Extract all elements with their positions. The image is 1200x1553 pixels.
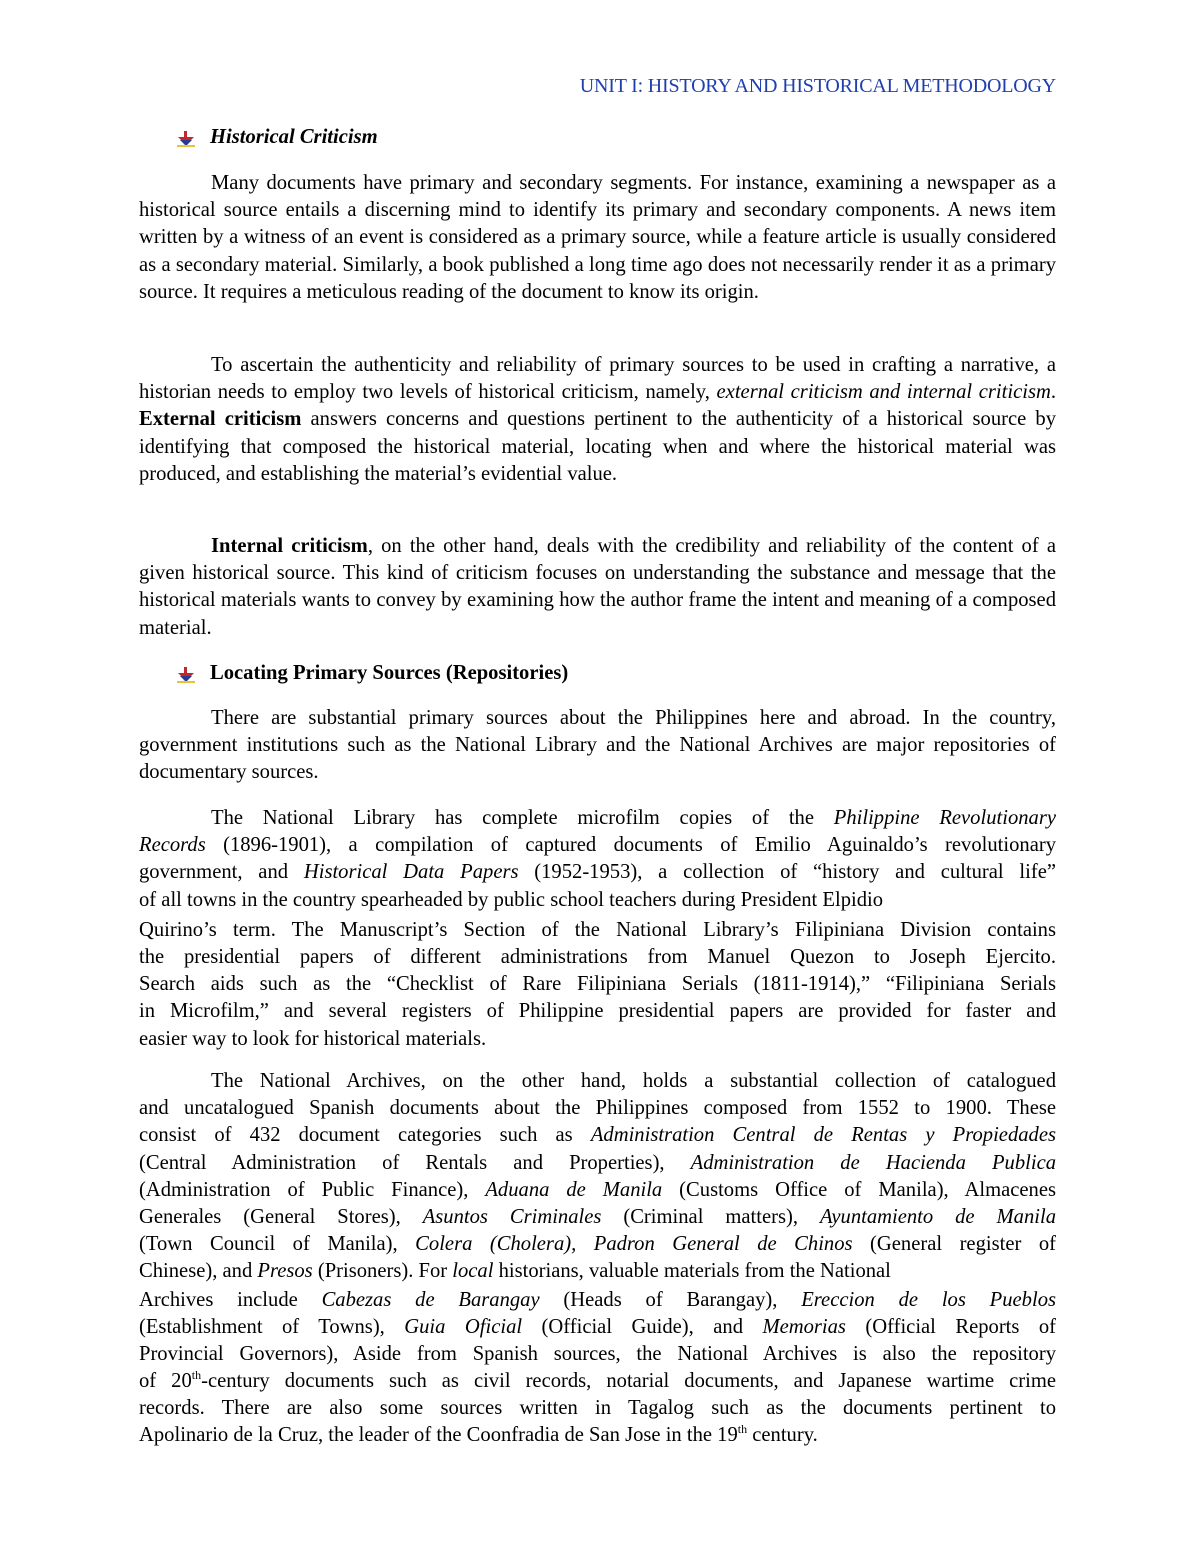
paragraph [139,533,1056,642]
term-internal-criticism: Internal criticism [211,535,368,557]
arrow-down-bullet-icon [176,667,196,683]
text-line: Generales (General Stores), Asuntos Criminales (Criminal matters), Ayuntamiento de Manila [139,1205,1057,1228]
text-line: the presidential papers of different administrations from Manuel Quezon to Joseph Ejercito. [139,945,1056,968]
text-line: Apolinario de la Cruz, the leader of the Coonfradia de San Jose in the 19th century. [139,1422,818,1447]
text-line: Chinese), and Presos (Prisoners). For local historians, valuable materials from the National [139,1260,891,1283]
text-line: easier way to look for historical materials. [139,1027,487,1050]
paragraph-emphasis: external criticism and internal criticism [716,381,1051,404]
text-line: consist of 432 document categories such as Administration Central de Rentas y Propiedades [139,1124,1056,1147]
text-line: The National Archives, on the other hand, holds a substantial collection of catalogued [211,1070,1056,1092]
text-line: Quirino’s term. The Manuscript’s Section of the National Library’s Filipiniana Division contains [139,918,1056,941]
paragraph-text: To ascertain the authenticity and reliability of primary sources to be used in crafting a narrative, a historian needs to employ two levels of historical criticism, namely, [139,354,1056,404]
paragraph [139,352,1056,488]
section-heading-historical-criticism [176,124,378,151]
text-line: and uncatalogued Spanish documents about the Philippines composed from 1552 to 1900. These [139,1097,1056,1120]
paragraph-text: There are substantial primary sources about the Philippines here and abroad. In the country, government institutions such as the National Library and the National Archives are major repositories of documentary sources. [139,707,1056,784]
paragraph [139,705,1056,787]
paragraph-text: answers concerns and questions pertinent to the authenticity of a historical source by identifying that composed the historical material, locating when and where the historical material was produced, and establishing the material’s evidential value. [139,408,1057,485]
paragraph-national-library [139,805,1056,1053]
text-line: (Central Administration of Rentals and Properties), Administration de Hacienda Publica [139,1151,1057,1174]
text-line: of 20th-century documents such as civil records, notarial documents, and Japanese wartime crime [139,1368,1056,1393]
text-line: in Microfilm,” and several registers of Philippine presidential papers are provided for faster and [139,1000,1056,1023]
section-heading-text: Historical Criticism [210,126,378,148]
text-line: Records (1896-1901), a compilation of captured documents of Emilio Aguinaldo’s revolutionary [139,834,1056,857]
section-heading-locating-primary-sources [176,660,568,687]
text-line: Search aids such as the “Checklist of Rare Filipiniana Serials (1811-1914),” “Filipiniana Serials [139,973,1056,996]
text-line: records. There are also some sources written in Tagalog such as the documents pertinent to [139,1397,1056,1420]
paragraph-text: . [1050,381,1056,404]
arrow-down-bullet-icon [176,131,196,147]
paragraph-text: Many documents have primary and secondary segments. For instance, examining a newspaper as a historical source entails a discerning mind to identify its primary and secondary components. A news item written by a witness of an event is considered as a primary source, while a feature article is usually considered as a secondary material. Similarly, a book published a long time ago does not necessarily render it as a primary source. It requires a meticulous reading of the document to know its origin. [139,172,1056,303]
text-line: The National Library has complete microfilm copies of the Philippine Revolutionary [211,807,1056,829]
text-line: (Establishment of Towns), Guia Oficial (Official Guide), and Memorias (Official Reports of [139,1315,1056,1338]
text-line: of all towns in the country spearheaded by public school teachers during President Elpidio [139,888,884,911]
page-header: UNIT I: HISTORY AND HISTORICAL METHODOLOGY [579,75,1056,97]
text-line: Provincial Governors), Aside from Spanish sources, the National Archives is also the repository [139,1342,1056,1365]
term-external-criticism: External criticism [139,408,302,431]
paragraph [139,170,1056,306]
text-line: Archives include Cabezas de Barangay (Heads of Barangay), Ereccion de los Pueblos [139,1288,1057,1311]
text-line: (Administration of Public Finance), Aduana de Manila (Customs Office of Manila), Almacenes [139,1178,1056,1201]
text-line: government, and Historical Data Papers (1952-1953), a collection of “history and cultural life” [139,861,1056,884]
text-line: (Town Council of Manila), Colera (Cholera), Padron General de Chinos (General register of [139,1233,1056,1256]
paragraph-text: , on the other hand, deals with the credibility and reliability of the content of a given historical source. This kind of criticism focuses on understanding the substance and message that the historical materials wants to convey by examining how the author frame the intent and meaning of a composed material. [139,535,1056,639]
paragraph-national-archives [139,1068,1056,1450]
section-heading-text: Locating Primary Sources (Repositories) [210,662,569,684]
